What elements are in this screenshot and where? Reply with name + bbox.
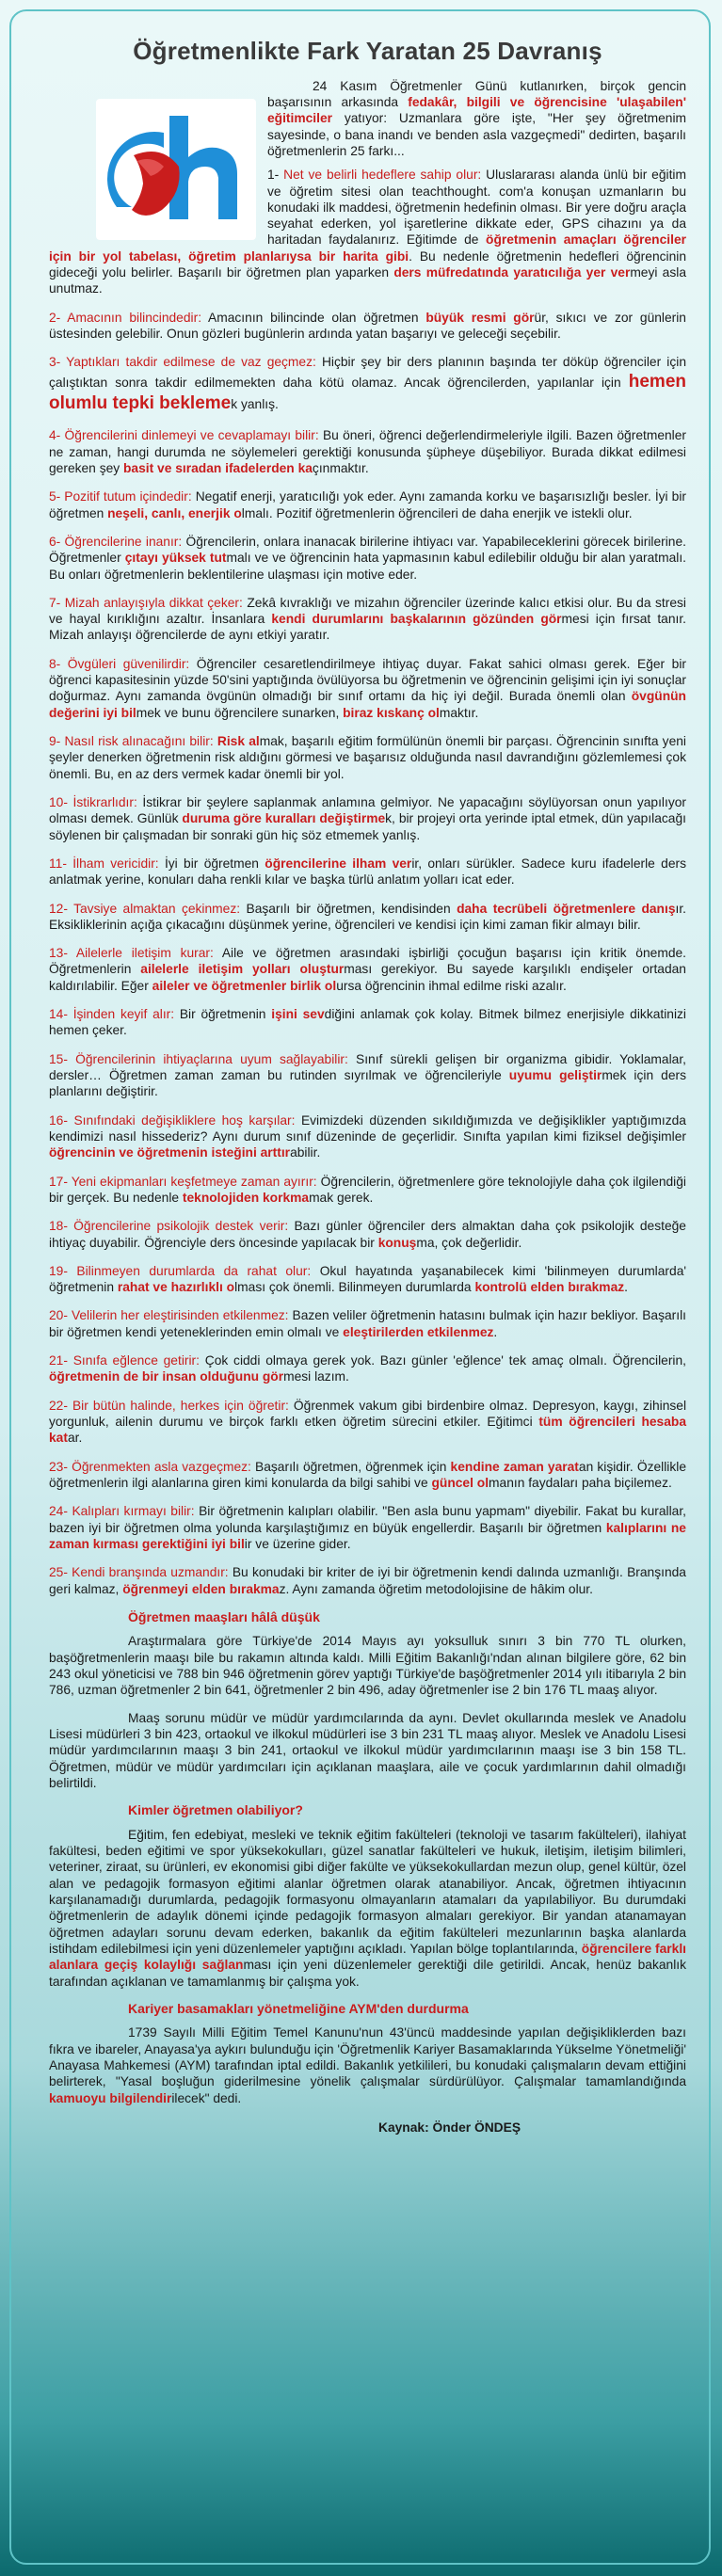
- text-segment: Bir öğretmenin kalıpları olabilir. "Ben asla bunu yapmam" diyebilir. Fakat bu kurallar, bazen iyi bir öğretmen olma yolunda karşılaştığımız en büyük engellerdir. Başarılı bir öğretmen: [49, 1504, 686, 1535]
- text-segment: Eğitim, fen edebiyat, mesleki ve teknik eğitim fakülteleri (teknoloji ve tasarım fakülteleri), ilahiyat fakültesi, beden eğitimi ve spor yüksekokulları, güzel sanatlar fakülteleri ve hukuk, iletişim, iletişim bilimleri, veteriner, ziraat, su ürünleri, ev ekonomisi gibi diğer fakülte ve yüksekokullardan mezun olup, genel kültür, özel alan ve pedagojik formasyon eğitimi alanlar öğretmen olarak atanabiliyor. Ancak, öğretmen ihtiyacının karşılanamadığı durumlarda, pedagojik formasyonu olmayanların atamaları da yapılabiliyor. Bu durumdaki öğretmenlerin de adaylık dönemi içinde pedagojik formasyon almaları gerekiyor. Bir yandan atanamayan öğretmen adayları sorunu devam ederken, bakanlık da eğitim fakülteleri mezunlarının başka alanlarda istihdam edilebilmesi için yeni düzenlemeler yaptığını açıkladı. Yapılan bölge toplantılarında,: [49, 1827, 686, 1956]
- highlighted-text: öğrencilerine ilham ver: [265, 856, 412, 871]
- highlighted-text: çıtayı yüksek tut: [124, 551, 227, 566]
- list-item: [49, 901, 686, 934]
- list-item: [49, 1307, 686, 1340]
- text-segment: ür, sıkıcı ve zor günlerin üstesinden gelebilir. Onun gözleri bugünlerin ardında yatan başarıyı ve geleceği seçebilir.: [49, 310, 686, 341]
- text-segment: Bu konudaki bir kriter de iyi bir öğretmenin kendi dalında uzmanlığı. Branşında geri kalmaz,: [49, 1565, 686, 1596]
- text-segment: Öğrencilerin, öğretmenlere göre teknolojiyle daha çok ilgilendiği bir gerçek. Bu nedenle: [49, 1174, 686, 1205]
- text-segment: 24 Kasım Öğretmenler Günü kutlanırken, birçok gencin başarısının arkasında: [267, 78, 686, 109]
- highlighted-text: öğrencilere farklı alanlara geçiş kolaylığı sağlan: [49, 1941, 686, 1973]
- text-segment: İyi bir öğretmen: [158, 856, 265, 871]
- text-segment: Evimizdeki düzenden sıkıldığımızda ve değişiklikler yaptığımızda kendimizi nasıl hissederiz? Aynı durum sınıf düzeninde de geçerlidir. Sınıfta yapılan kimi fiziksel değişimler: [49, 1112, 686, 1144]
- text-segment: 1739 Sayılı Milli Eğitim Temel Kanunu'nun 43'üncü maddesinde yapılan değişikliklerden bazı fıkra ve ibareler, Anayasa'ya aykırı bulunduğu için 'Öğretmenlik Kariyer Basamaklarında Yükselme Yönetmeliği' Anayasa Mahkemesi (AYM) tarafından iptal edildi. Bakanlık yetkilileri, bu konudaki çalışmaların devam ettiğini belirterek, "Yasal boşluğun giderilmesine yönelik çalışmalar sürdürülüyor. Çalışmalar tamamlandığında: [49, 2025, 686, 2089]
- highlighted-text: 22- Bir bütün halinde, herkes için öğretir:: [49, 1398, 289, 1413]
- section-title: Kimler öğretmen olabiliyor?: [128, 1802, 303, 1818]
- text-segment: mek için ders planlarını değiştirir.: [49, 1068, 687, 1099]
- highlighted-text: biraz kıskanç ol: [343, 705, 440, 720]
- text-segment: mak, başarılı eğitim formülünün önemli bir parçası. Öğrencinin sınıfta yeni şeyler denerken öğretmenin risk aldığını görmesi ve başarısız olduğunda nasıl davrandığını gözlemlemesi çok önemli. Bu, en az ders vermek kadar önemli bir yol.: [49, 734, 686, 781]
- text-segment: Bazı günler öğrenciler ders almaktan daha çok psikolojik desteğe ihtiyaç duyabilir. Öğrenciyle ders öncesinde yapılacak bir: [49, 1219, 686, 1250]
- highlighted-text: 24- Kalıpları kırmayı bilir:: [49, 1504, 195, 1519]
- highlighted-text: öğretmenin amaçları öğrenciler için bir yol tabelası, öğretim planlarıysa bir harita gibi: [49, 232, 686, 264]
- text-segment: 1-: [267, 168, 284, 183]
- text-segment: Aile ve öğretmen arasındaki işbirliği çocuğun başarısı için kritik önemde. Öğretmenlerin: [49, 946, 686, 977]
- list-item: [49, 1352, 686, 1385]
- text-segment: ır. Eksikliklerinin açığa çıkacağını düşünmek yerine, öğrencileri ve kendisi için kimi zaman fikir almayı bilir.: [49, 901, 686, 932]
- text-segment: Araştırmalara göre Türkiye'de 2014 Mayıs ayı yoksulluk sınırı 3 bin 770 TL olurken, başöğretmenlerin maaşı bile bu rakamın altında kaldı. Milli Eğitim Bakanlığı'ndan alınan bilgilere göre, 62 bin 243 okul yöneticisi ve 788 bin 946 öğretmenin görev yaptığı Türkiye'de başöğretmenler 2014 yılı itibarıyla 2 bin 786, uzman öğretmenler 2 bin 641, öğretmenler 2 bin 496, aday öğretmenler ise 2 bin 176 TL maaş alıyor.: [49, 1634, 686, 1698]
- text-segment: Negatif enerji, yaratıcılığı yok eder. Aynı zamanda korku ve başarısızlığı besler. İyi bir öğretmen: [49, 489, 686, 520]
- list-item: [49, 1218, 686, 1251]
- text-segment: Öğrenciler cesaretlendirilmeye ihtiyaç duyar. Fakat sahici olması gerek. Eğer bir öğrenci kapasitesinin yüzde 50'sini yaptığında övülüyorsa bu öğretmenin ve öğrencinin gelişimi için iyi sonuçlar doğurmaz. Aynı zamanda övgünün olmadığı bir sınıf ortamı da hiç iyi değil. Burada önemli olan: [49, 656, 687, 704]
- highlighted-text: teknolojiden korkma: [182, 1190, 310, 1205]
- list-item: [49, 354, 686, 415]
- list-item: [49, 945, 686, 994]
- highlighted-text: 21- Sınıfa eğlence getirir:: [49, 1353, 200, 1368]
- text-segment: mek ve bunu öğrencilere sunarken,: [136, 705, 344, 720]
- text-segment: mesi için fırsat tanır. Mizah anlayışı öğrencilerde de aynı etkiyi yaratır.: [49, 612, 686, 643]
- text-segment: abilir.: [290, 1145, 321, 1160]
- list-item: [49, 488, 686, 521]
- text-segment: mesi lazım.: [283, 1369, 349, 1384]
- text-segment: ma, çok değerlidir.: [416, 1235, 522, 1250]
- text-segment: Başarılı bir öğretmen, kendisinden: [240, 901, 457, 916]
- highlighted-text: Risk al: [217, 734, 260, 748]
- highlighted-text: öğrenmeyi elden bırakma: [122, 1581, 280, 1596]
- highlighted-text: neşeli, canlı, enerjik o: [107, 505, 242, 520]
- highlighted-text: aileler ve öğretmenler birlik ol: [152, 978, 337, 993]
- highlighted-text: eleştirilerden etkilenmez: [343, 1324, 494, 1339]
- list-item: [49, 856, 686, 888]
- highlighted-text: 19- Bilinmeyen durumlarda da rahat olur:: [49, 1263, 312, 1278]
- section-paragraph: [49, 1827, 686, 1990]
- highlighted-text: daha tecrübeli öğretmenlere danış: [457, 901, 676, 916]
- text-segment: lmalı. Pozitif öğretmenlerin öğrencileri de daha enerjik ve istekli olur.: [241, 505, 633, 520]
- text-segment: ir ve üzerine gider.: [244, 1536, 351, 1551]
- highlighted-text: basit ve sıradan ifadelerden ka: [123, 460, 313, 475]
- text-segment: Bazen veliler öğretmenin hatasını bulmak için hazır bekliyor. Başarılı bir öğretmen kendi yeteneklerinden emin olmalı ve: [49, 1308, 686, 1339]
- text-segment: ir, onları sürükler. Sadece kuru ifadelerle ders anlatmak yerine, konuları daha renkli kılar ve başka türlü anlatım yolları icat eder.: [49, 856, 687, 888]
- highlighted-text: 14- İşinden keyif alır:: [49, 1007, 175, 1022]
- text-segment: Hiçbir şey bir ders planının başında ter döküp öğrenciler için çalıştıktan sonra takdir edilmemekten daha kötü olamaz. Ancak öğrencilerden, yapılanlar için: [49, 355, 686, 390]
- list-item: [49, 794, 686, 843]
- highlighted-text: tüm öğrencileri hesaba kat: [49, 1415, 687, 1446]
- text-segment: meyi asla unutmaz.: [49, 265, 686, 296]
- highlighted-text: kamuoyu bilgilendir: [49, 2090, 172, 2105]
- highlighted-text: 15- Öğrencilerinin ihtiyaçlarına uyum sağlayabilir:: [49, 1051, 348, 1066]
- text-segment: manın faydaları paha biçilemez.: [489, 1475, 672, 1490]
- highlighted-text: fedakâr, bilgili ve öğrencisine 'ulaşabilen' eğitimciler: [267, 94, 686, 126]
- highlighted-text: 12- Tavsiye almaktan çekinmez:: [49, 901, 241, 916]
- highlighted-text: 6- Öğrencilerine inanır:: [49, 534, 183, 549]
- highlighted-text: duruma göre kuralları değiştirme: [182, 811, 386, 826]
- text-segment: Maaş sorunu müdür ve müdür yardımcılarında da aynı. Devlet okullarında meslek ve Anadolu Lisesi müdürleri 3 bin 423, ortaokul ve ilkokul müdürleri ise 3 bin 231 TL maaş alıyor. Meslek ve Anadolu Lisesi müdür yardımcılarının maaşı 3 bin 241, ortaokul ve ilkokul müdür yardımcılarının maaşı ise 3 bin 158 TL. Öğretmen, müdür ve müdür yardımcıları için açıklanan maaşlara, aile ve çocuk yardımlarının dahil olmadığı belirtildi.: [49, 1710, 686, 1790]
- highlighted-text: öğretmenin de bir insan olduğunu gör: [49, 1369, 284, 1384]
- text-segment: Amacının bilincinde olan öğretmen: [201, 310, 426, 325]
- text-segment: Okul hayatında yaşanabilecek kimi 'bilinmeyen durumlarda' öğretmenin: [49, 1263, 686, 1295]
- list-item: [49, 534, 686, 583]
- dh-logo-icon: [96, 99, 256, 240]
- highlighted-text: 17- Yeni ekipmanları keşfetmeye zaman ayırır:: [49, 1174, 317, 1189]
- text-segment: Öğrenmek vakum gibi birdenbire olmaz. Depresyon, kaygı, zihinsel yorgunluk, ailenin durumu ve birçok farklı etken öğretim sürecini etkiler. Eğitimci: [49, 1398, 687, 1429]
- highlighted-text: 2- Amacının bilincindedir:: [49, 310, 202, 325]
- highlighted-text: 11- İlham vericidir:: [49, 856, 159, 871]
- text-segment: maktır.: [439, 705, 479, 720]
- text-segment: ursa öğrencinin ihmal edilme riski azalır.: [336, 978, 567, 993]
- highlighted-text: 16- Sınıfındaki değişikliklere hoş karşılar:: [49, 1112, 296, 1128]
- list-item: [49, 1459, 686, 1492]
- list-item: [49, 310, 686, 343]
- highlighted-text: öğrencinin ve öğretmenin isteğini arttır: [49, 1145, 291, 1160]
- list-item: [49, 1503, 686, 1552]
- list-item: [49, 1112, 686, 1161]
- highlighted-text: ailelerle iletişim yolları oluştur: [140, 962, 345, 977]
- article: [49, 36, 686, 2136]
- highlighted-text: 5- Pozitif tutum içindedir:: [49, 489, 192, 504]
- highlighted-text: 23- Öğrenmekten asla vazgeçmez:: [49, 1459, 251, 1474]
- highlighted-text: 4- Öğrencilerini dinlemeyi ve cevaplamayı bilir:: [49, 428, 319, 443]
- page-title: Öğretmenlikte Fark Yaratan 25 Davranış: [133, 37, 602, 65]
- source-credit: Kaynak: Önder ÖNDEŞ: [378, 2120, 521, 2135]
- text-segment: an kişidir. Özellikle öğretmenlerin ilgi alanlarına giren kimi konularda da bilgi sahibi ve: [49, 1459, 686, 1490]
- section-title: Öğretmen maaşları hâlâ düşük: [128, 1608, 320, 1624]
- text-segment: İstikrar bir şeylere saplanmak anlamına gelmiyor. Ne yapacağını söylüyorsan onun yapılıyor olması demek. Günlük: [49, 794, 686, 826]
- text-segment: Zekâ kıvraklığı ve mizahın öğrenciler üzerinde kalıcı etkisi olur. Bu da stresi ve hayal kırıklığını azaltır. İnsanlara: [49, 595, 686, 627]
- item-list: [49, 167, 686, 1597]
- text-segment: . Bu nedenle öğretmenin hedefleri öğrencinin gideceği yolu belirler. Başarılı bir öğretmen plan yaparken: [49, 248, 687, 280]
- list-item: [49, 1263, 686, 1296]
- text-segment: ması için yeni düzenlemeler gerektiği dile getirildi. Ancak, henüz bakanlık tarafından açıklanan ve tamamlanmış bir çalışma yok.: [49, 1958, 686, 1989]
- highlighted-text: Net ve belirli hedeflere sahip olur:: [283, 168, 482, 183]
- text-segment: diğini anlamak çok kolay. Bitmek bilmez enerjisiyle dikkatinizi hemen çeker.: [49, 1007, 686, 1038]
- highlighted-text: 18- Öğrencilerine psikolojik destek verir:: [49, 1219, 289, 1234]
- sections: [49, 1609, 686, 2106]
- text-segment: çınmaktır.: [312, 460, 369, 475]
- text-segment: k yanlış.: [231, 397, 279, 412]
- section-title: Kariyer basamakları yönetmeliğine AYM'den durdurma: [128, 2000, 469, 2016]
- text-segment: ması gerekiyor. Bu sayede karşılıklı endişeler ortadan kaldırılabilir. Eğer: [49, 962, 686, 993]
- text-segment: Bir öğretmenin: [174, 1007, 272, 1022]
- text-segment: .: [624, 1280, 628, 1295]
- text-segment: Öğrencilerin, onlara inanacak birilerine ihtiyacı var. Yapabileceklerini görecek birilerine. Öğretmenler: [49, 534, 686, 566]
- highlighted-text: ders müfredatında yaratıcılığa yer ver: [393, 265, 631, 280]
- list-item: [49, 656, 686, 721]
- section-paragraph: [49, 1633, 686, 1698]
- highlighted-text: kendi durumlarını başkalarının gözünden gör: [271, 612, 562, 627]
- highlighted-text: hemen olumlu tepki bekleme: [49, 371, 686, 414]
- highlighted-text: 8- Övgüleri güvenilirdir:: [49, 656, 190, 671]
- highlighted-text: güncel ol: [431, 1475, 489, 1490]
- dh-logo-graphic: [96, 99, 256, 240]
- text-segment: Uluslararası alanda ünlü bir eğitim ve öğretim sitesi olan teachthought. com'a konuşan uzmanların bu konudaki ilk maddesi, öğretmenin hedefinin olması. Bir yere doğru araçla seyahat ederken, yol işaretlerine dikkate eder, GPS cihazını ya da haritadan faydalanırız. Eğitimde de: [267, 168, 686, 248]
- highlighted-text: 20- Velilerin her eleştirisinden etkilenmez:: [49, 1308, 289, 1323]
- text-segment: Başarılı öğretmen, öğrenmek için: [250, 1459, 451, 1474]
- text-segment: malı ve ve öğrencinin hata yapmasının kabul edilebilir olduğu bir alan yaratmalı. Bu onları öğretmenlerin beklentilerine ulaşması için motive eder.: [49, 551, 686, 582]
- highlighted-text: konuş: [377, 1235, 417, 1250]
- highlighted-text: 10- İstikrarlıdır:: [49, 794, 137, 809]
- highlighted-text: rahat ve hazırlıklı o: [117, 1280, 235, 1295]
- highlighted-text: işini sev: [271, 1007, 325, 1022]
- highlighted-text: büyük resmi gör: [425, 310, 535, 325]
- text-segment: .: [493, 1324, 498, 1339]
- highlighted-text: 13- Ailelerle iletişim kurar:: [49, 946, 214, 961]
- list-item: [49, 733, 686, 782]
- list-item: [49, 1051, 686, 1100]
- list-item: [49, 1006, 686, 1039]
- text-segment: ilecek" dedi.: [171, 2090, 242, 2105]
- text-segment: k, bir projeyi orta yerinde iptal etmek, dün yapılacağı söylenen bir çalışmadan bir sonraki gün hiç söz etmemek yanlış.: [49, 811, 686, 842]
- text-segment: Bu öneri, öğrenci değerlendirmeleriyle ilgili. Bazen öğretmenler ne zaman, hangi durumda ne söylemeleri gerektiği konusunda şüpheye düşebiliyor. Burada dikkat edilmesi gereken şey: [49, 428, 687, 475]
- highlighted-text: 25- Kendi branşında uzmandır:: [49, 1565, 229, 1580]
- highlighted-text: 7- Mizah anlayışıyla dikkat çeker:: [49, 595, 243, 610]
- text-segment: ar.: [67, 1431, 83, 1446]
- list-item: [49, 1564, 686, 1597]
- text-segment: mak gerek.: [309, 1190, 374, 1205]
- list-item: [49, 595, 686, 644]
- list-item: [49, 1398, 686, 1447]
- highlighted-text: 3- Yaptıkları takdir edilmese de vaz geçmez:: [49, 355, 316, 370]
- highlighted-text: övgünün değerini iyi bil: [49, 689, 686, 720]
- text-segment: yatıyor: Uzmanlara göre işte, "Her şey öğretmenim sayesinde, o bana inandı ve benden asla vazgeçmedi" dedirten, başarılı öğretmenlerin 25 farkı...: [267, 111, 686, 158]
- section-paragraph: [49, 2024, 686, 2106]
- highlighted-text: kontrolü elden bırakmaz: [474, 1280, 625, 1295]
- highlighted-text: kendine zaman yarat: [450, 1459, 579, 1474]
- highlighted-text: kalıplarını ne zaman kırması gerektiğini iyi bil: [49, 1520, 686, 1551]
- list-item: [49, 1174, 686, 1207]
- text-segment: Sınıf sürekli gelişen bir organizma gibidir. Yoklamalar, dersler… Öğretmen zaman zaman bu rutinden sıyrılmak ve öğrencileriyle: [49, 1051, 686, 1082]
- section-paragraph: [49, 1710, 686, 1792]
- text-segment: z. Aynı zamanda öğretim metodolojisine de hâkim olur.: [279, 1581, 593, 1596]
- list-item: [49, 427, 686, 476]
- highlighted-text: 9- Nasıl risk alınacağını bilir:: [49, 734, 214, 748]
- highlighted-text: uyumu geliştir: [508, 1068, 602, 1082]
- text-segment: Çok ciddi olmaya gerek yok. Bazı günler 'eğlence' tek amaç olmalı. Öğrencilerin,: [199, 1353, 686, 1368]
- text-segment: lması çok önemli. Bilinmeyen durumlarda: [234, 1280, 475, 1295]
